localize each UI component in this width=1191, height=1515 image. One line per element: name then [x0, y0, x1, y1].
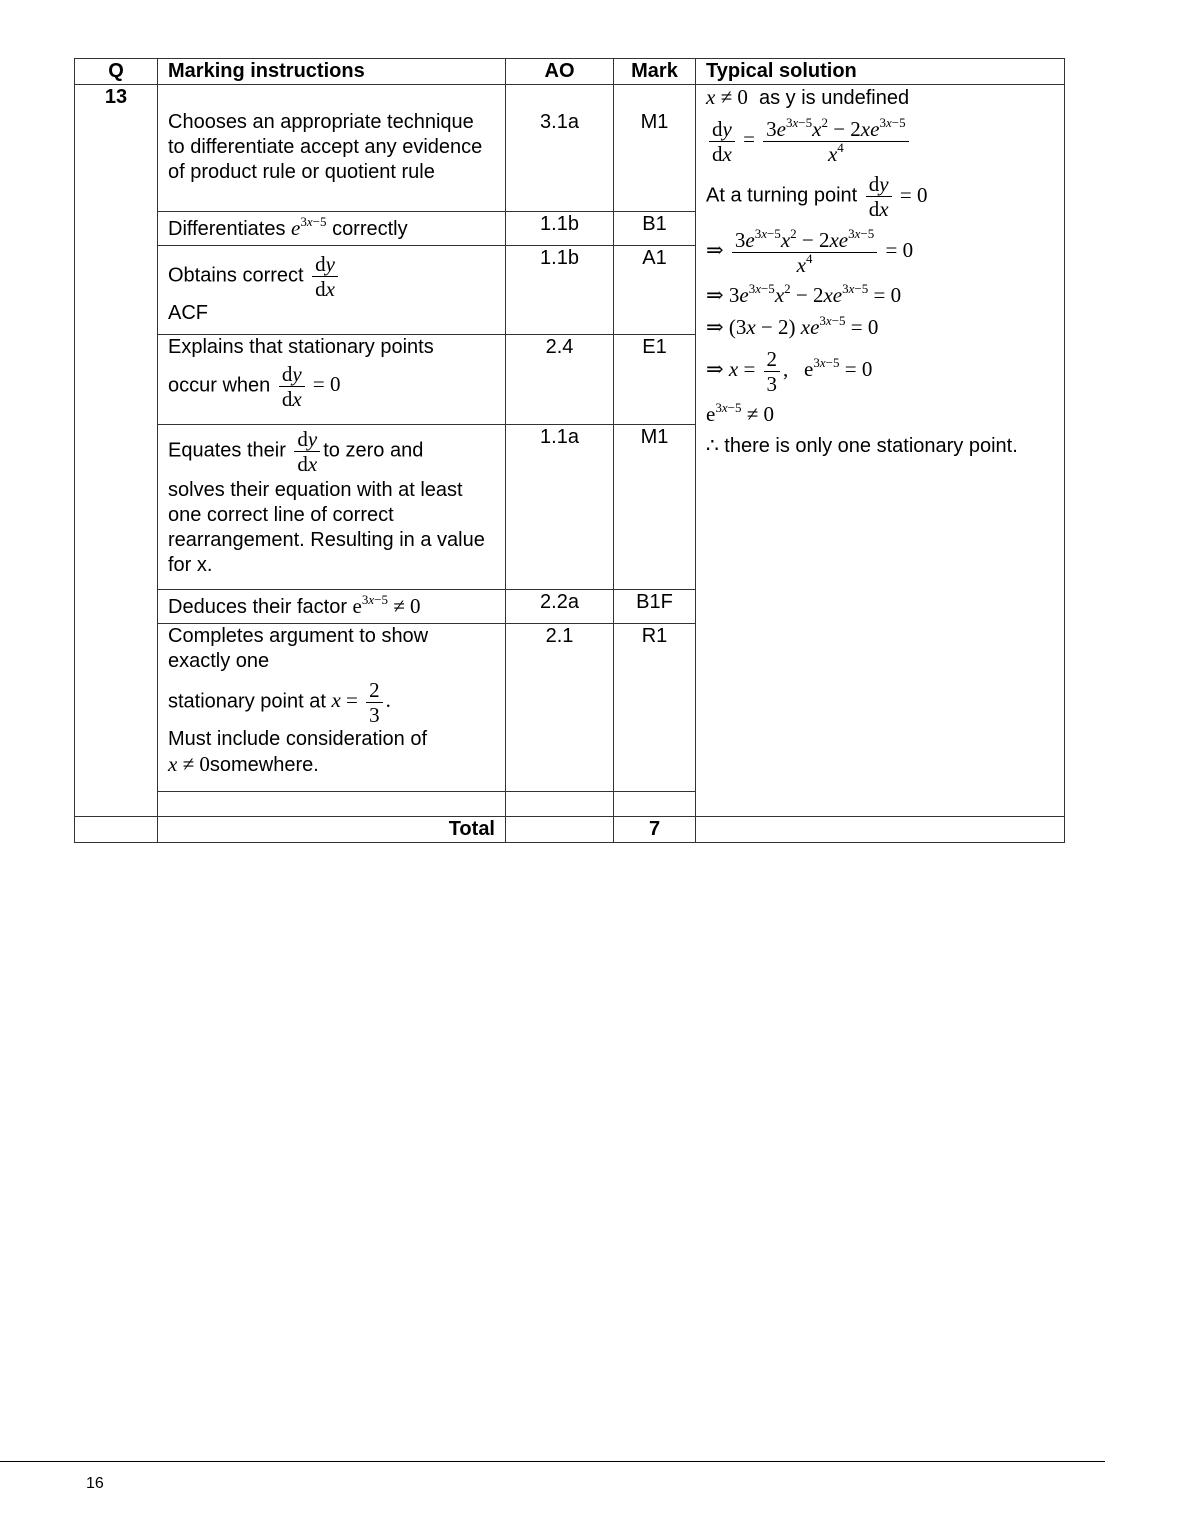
instruction-cell [158, 212, 506, 246]
instruction-line [168, 362, 495, 411]
empty-cell [696, 817, 1065, 843]
instruction-line [168, 678, 495, 727]
solution-text: At a turning point [706, 184, 858, 207]
mark-scheme-table [74, 58, 1065, 843]
instruction-line [168, 427, 495, 476]
ao-cell: 2.1 [506, 624, 614, 792]
instruction-text: Explains that stationary points [168, 336, 434, 358]
math-expr: $\frac{dy}{dx}$ [291, 437, 323, 461]
math-expr: ⇒ $3e^{3x-5}x^2 - 2xe^{3x-5} = 0$ [706, 280, 902, 307]
math-expr: $\frac{dy}{dx}$ = $\frac{3e^{3x-5}x^2 - 2xe^{3x-5}}{x^4}$ [706, 127, 912, 151]
empty-cell [158, 792, 506, 817]
total-mark: 7 [614, 817, 696, 843]
typical-solution-cell [696, 85, 1065, 817]
total-label: Total [158, 817, 506, 843]
math-expr: ⇒ x = $\frac{2}{3}$ , $e^{3x-5} = 0$ [706, 346, 873, 396]
header-instructions: Marking instructions [158, 59, 506, 85]
instruction-cell [158, 590, 506, 624]
mark-cell: R1 [614, 624, 696, 792]
instruction-text: solves their equation with at least one correct line of correct rearrangement. Resulting in a value for x. [168, 479, 485, 577]
math-expr: ⇒ $\frac{3e^{3x-5}x^2 - 2xe^{3x-5}}{x^4}$ = 0 [706, 225, 914, 277]
ao-cell: 2.4 [506, 335, 614, 425]
instruction-cell [158, 425, 506, 590]
instruction-text: Deduces their factor [168, 596, 347, 618]
math-expr: x = $\frac{2}{3}$ . [331, 678, 391, 728]
mark-cell: M1 [614, 85, 696, 212]
solution-line [706, 402, 1054, 428]
math-expr: $\frac{dy}{dx}$ [309, 262, 341, 286]
page-number: 16 [86, 1475, 104, 1492]
instruction-text: Differentiates [168, 218, 286, 240]
instruction-cell [158, 335, 506, 425]
instruction-text: occur when [168, 374, 271, 397]
math-expr: $e^{3x-5} \ne 0$ [706, 400, 774, 427]
ao-cell: 3.1a [506, 85, 614, 212]
solution-line [706, 347, 1054, 396]
header-solution: Typical solution [696, 59, 1065, 85]
instruction-text: stationary point at [168, 690, 326, 713]
solution-line [706, 85, 1054, 111]
solution-line [706, 172, 1054, 221]
solution-text: as y is undefined [758, 87, 910, 109]
solution-conclusion: ∴ there is only one stationary point. [706, 435, 1018, 458]
instruction-cell [158, 624, 506, 792]
math-expr: $e^{3x-5} \ne 0$ [352, 591, 421, 618]
empty-cell [75, 817, 158, 843]
empty-cell [506, 817, 614, 843]
mark-cell: A1 [614, 246, 696, 335]
instruction-text: ACF [168, 302, 208, 325]
instruction-text: correctly [332, 218, 408, 240]
math-expr: $e^{3x-5}$ [291, 213, 327, 240]
header-ao: AO [506, 59, 614, 85]
instruction-text: Equates their [168, 439, 286, 462]
solution-line [706, 225, 1054, 277]
instruction-line [168, 252, 495, 301]
table-row [75, 85, 1065, 212]
solution-line [706, 280, 1054, 309]
mark-cell: M1 [614, 425, 696, 590]
empty-cell [506, 792, 614, 817]
mark-cell: B1F [614, 590, 696, 624]
ao-cell: 2.2a [506, 590, 614, 624]
instruction-text: Completes argument to show exactly one [168, 625, 429, 672]
instruction-text: to zero and [323, 439, 424, 462]
ao-cell: 1.1b [506, 212, 614, 246]
header-q: Q [75, 59, 158, 85]
footer-rule [0, 1461, 1105, 1462]
ao-cell: 1.1a [506, 425, 614, 590]
mark-cell: E1 [614, 335, 696, 425]
header-row [75, 59, 1065, 85]
ao-cell: 1.1b [506, 246, 614, 335]
instruction-text: Must include consideration of [168, 728, 428, 751]
math-expr: ⇒ (3x − 2) $xe^{3x-5} = 0$ [706, 312, 879, 339]
solution-line [706, 312, 1054, 341]
instruction-text: somewhere. [209, 754, 319, 777]
total-row [75, 817, 1065, 843]
instruction-text: Chooses an appropriate technique to differentiate accept any evidence of product rule or quotient rule [168, 111, 483, 183]
mark-cell: B1 [614, 212, 696, 246]
math-expr: $\frac{dy}{dx}$ = 0 [863, 183, 928, 207]
solution-line [706, 114, 1054, 167]
instruction-line [168, 752, 495, 778]
empty-cell [614, 792, 696, 817]
math-expr: x ≠ 0 [168, 752, 210, 777]
math-expr: $\frac{dy}{dx}$ = 0 [276, 372, 341, 396]
instruction-cell [158, 85, 506, 212]
instruction-cell [158, 246, 506, 335]
header-mark: Mark [614, 59, 696, 85]
math-expr: x ≠ 0 [706, 85, 748, 109]
question-number: 13 [75, 85, 158, 817]
instruction-text: Obtains correct [168, 264, 304, 287]
